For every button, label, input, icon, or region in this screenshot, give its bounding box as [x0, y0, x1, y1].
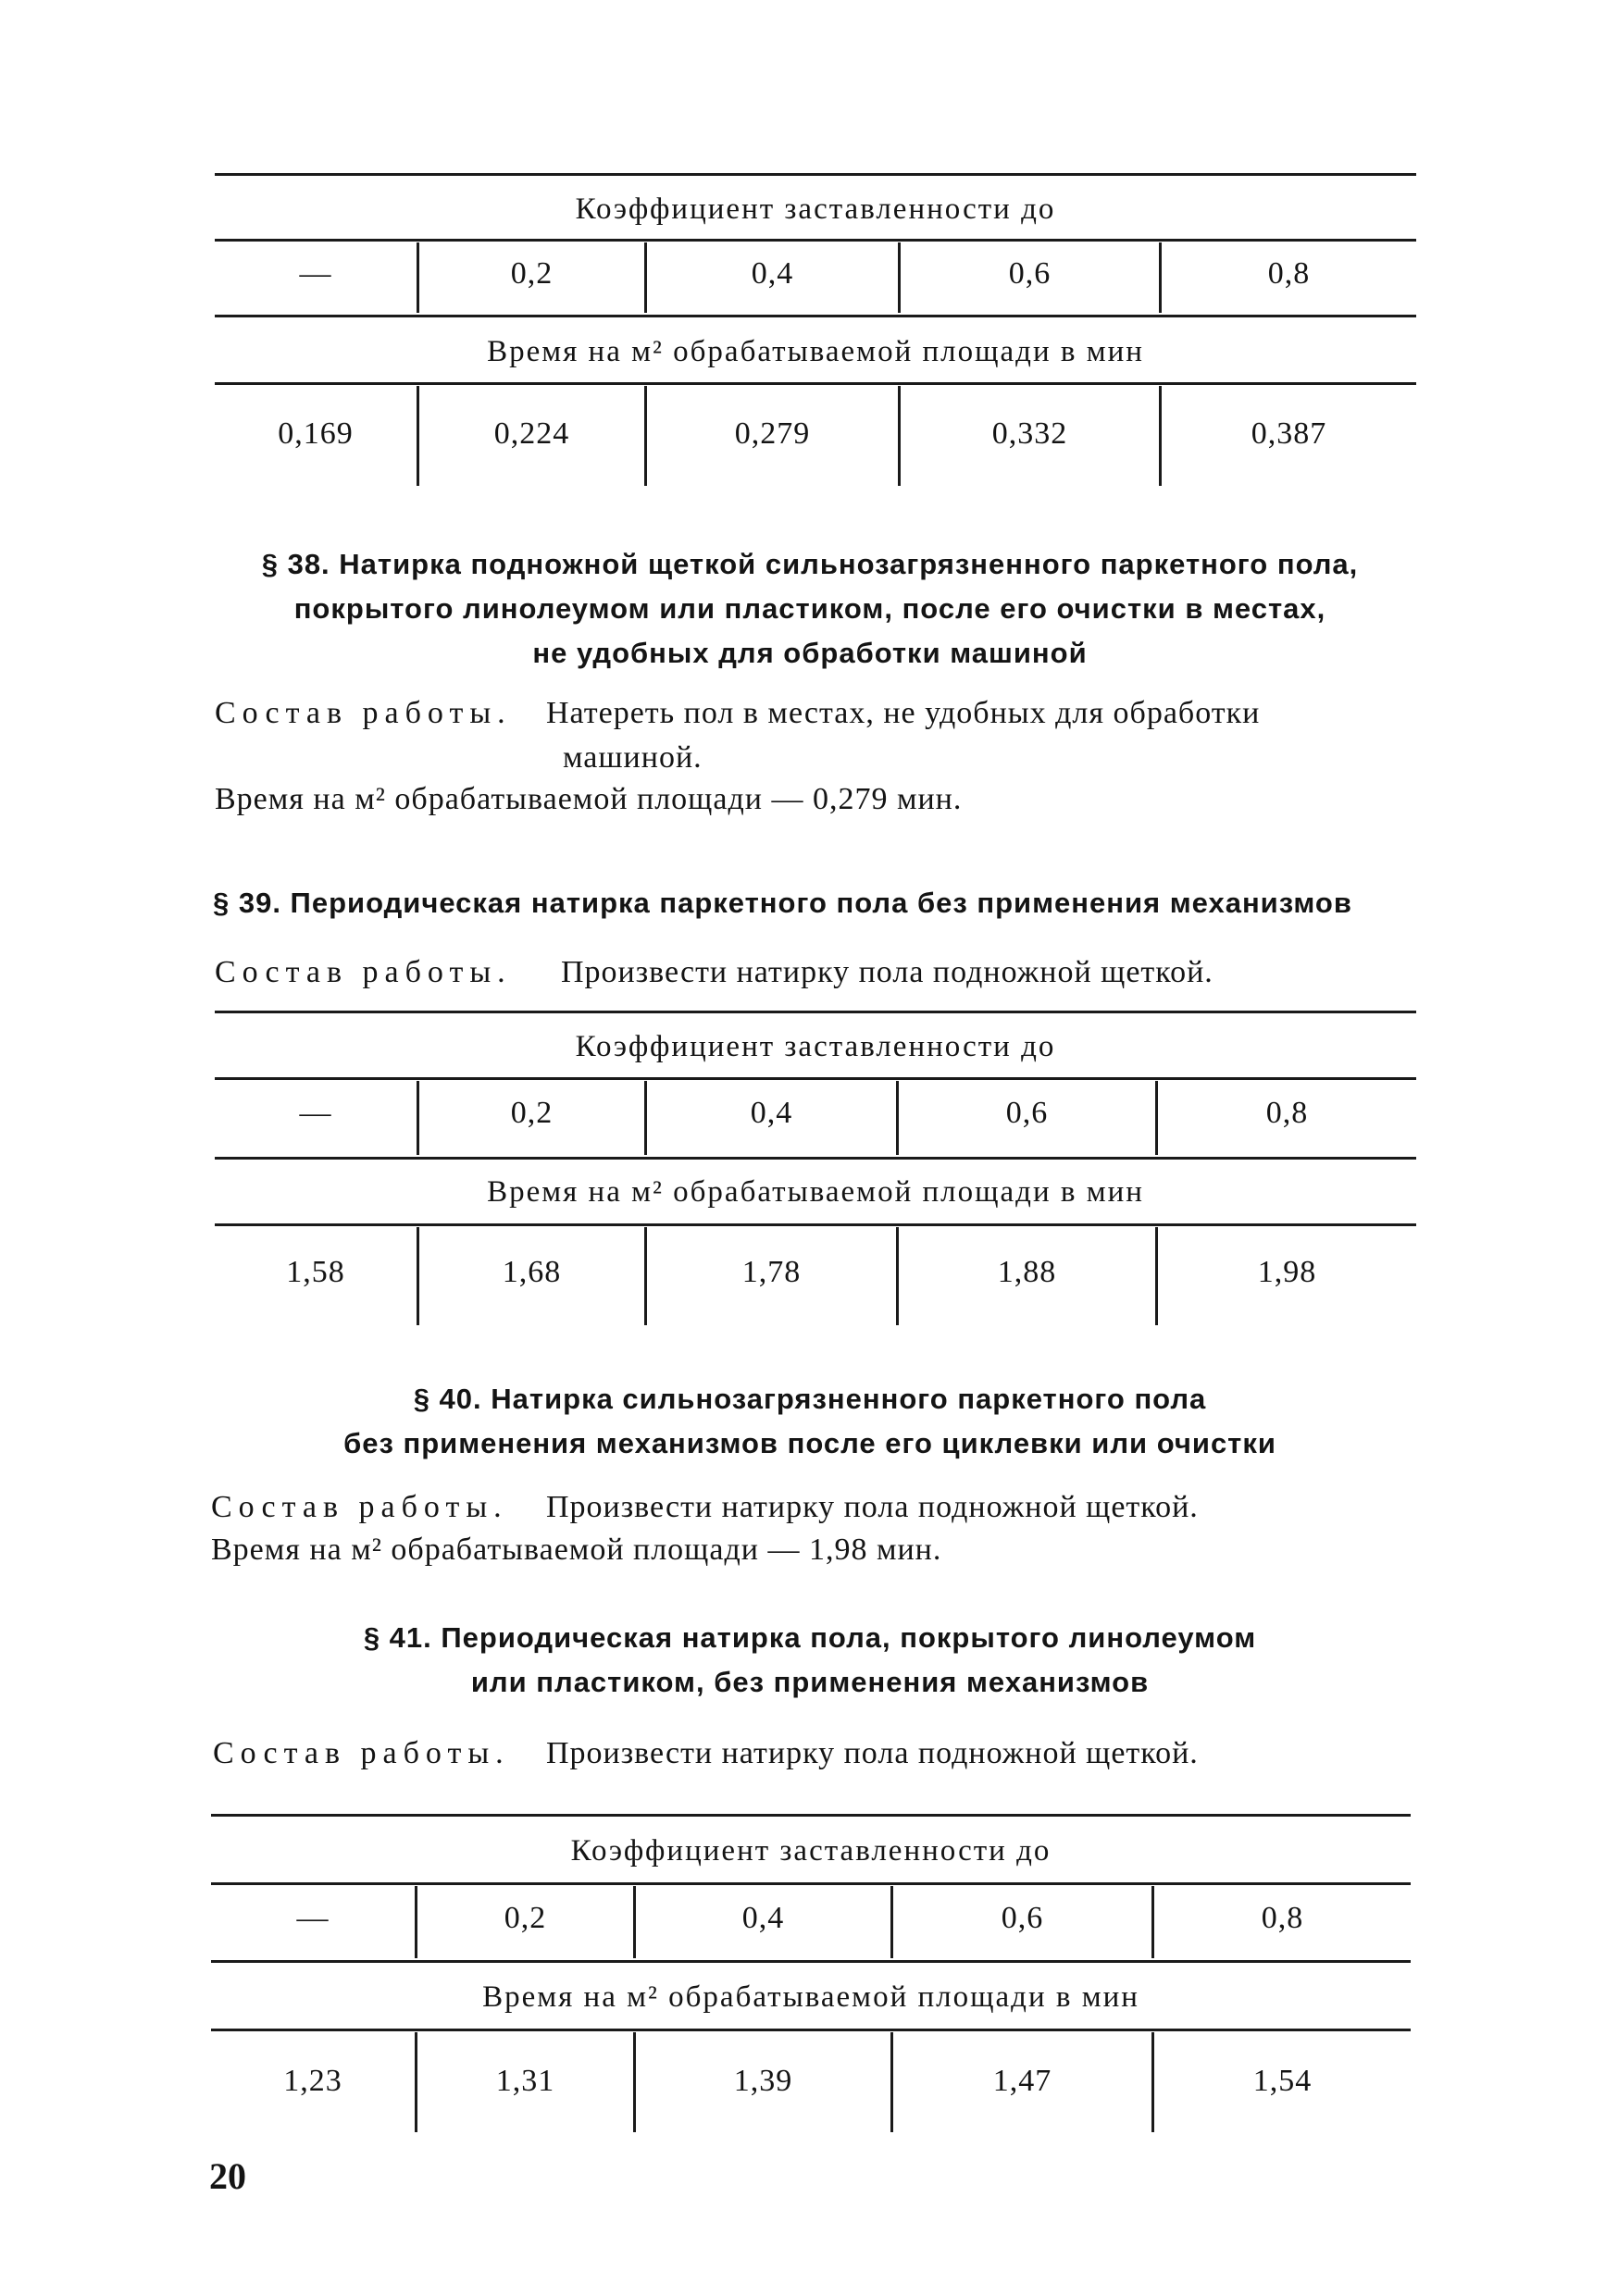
coef-cell: 0,2 — [510, 256, 554, 291]
time-norm-text: Время на м² обрабатываемой площади — 0,279 мин. — [215, 782, 963, 816]
coef-cell: 0,2 — [504, 1901, 547, 1935]
coef-cell: — — [299, 256, 332, 291]
coef-cell: 0,6 — [1001, 1901, 1044, 1935]
work-composition-label: Состав работы. — [211, 1490, 508, 1524]
time-cell: 0,224 — [493, 416, 570, 451]
coef-cell: — — [299, 1096, 332, 1130]
section-title: § 38. Натирка подножной щеткой сильнозагрязненного паркетного пола, — [261, 548, 1359, 580]
work-composition-label: Состав работы. — [215, 696, 512, 730]
coef-cell: 0,8 — [1261, 1901, 1304, 1935]
time-cell: 0,169 — [278, 416, 354, 451]
work-composition-text: Произвести натирку пола подножной щеткой. — [561, 955, 1214, 989]
work-composition-text: Натереть пол в местах, не удобных для обработки — [546, 696, 1261, 730]
coef-cell: 0,6 — [1008, 256, 1052, 291]
time-cell: 1,98 — [1257, 1255, 1317, 1289]
coef-cell: 0,8 — [1265, 1096, 1309, 1130]
table-header: Коэффициент заставленности до — [575, 192, 1056, 226]
table-header: Коэффициент заставленности до — [570, 1834, 1052, 1868]
time-cell: 0,332 — [991, 416, 1068, 451]
section-title: § 40. Натирка сильнозагрязненного паркетного пола — [413, 1383, 1207, 1415]
section-title: § 41. Периодическая натирка пола, покрытого линолеумом — [363, 1621, 1257, 1654]
time-cell: 1,31 — [495, 2064, 555, 2098]
time-label: Время на м² обрабатываемой площади в мин — [487, 1175, 1144, 1209]
coef-cell: 0,6 — [1005, 1096, 1049, 1130]
coef-cell: 0,4 — [751, 256, 794, 291]
section-title: не удобных для обработки машиной — [532, 637, 1088, 669]
section-title: покрытого линолеумом или пластиком, после его очистки в местах, — [293, 592, 1326, 625]
work-composition-label: Состав работы. — [215, 955, 512, 989]
work-composition-text: машиной. — [563, 740, 703, 775]
coef-cell: 0,4 — [750, 1096, 793, 1130]
work-composition-text: Произвести натирку пола подножной щеткой. — [546, 1490, 1199, 1524]
page-number: 20 — [209, 2155, 246, 2197]
time-cell: 1,39 — [733, 2064, 793, 2098]
section-title: или пластиком, без применения механизмов — [470, 1666, 1150, 1698]
time-cell: 1,88 — [997, 1255, 1057, 1289]
section-title: без применения механизмов после его циклевки или очистки — [343, 1427, 1276, 1459]
time-label: Время на м² обрабатываемой площади в мин — [487, 335, 1144, 368]
time-cell: 1,47 — [992, 2064, 1052, 2098]
time-cell: 1,58 — [286, 1255, 345, 1289]
time-cell: 1,54 — [1252, 2064, 1313, 2098]
work-composition-text: Произвести натирку пола подножной щеткой. — [546, 1736, 1199, 1770]
table-header: Коэффициент заставленности до — [575, 1030, 1056, 1063]
time-cell: 1,23 — [283, 2064, 342, 2098]
time-cell: 0,279 — [734, 416, 811, 451]
coef-cell: 0,4 — [741, 1901, 785, 1935]
time-label: Время на м² обрабатываемой площади в мин — [482, 1980, 1139, 2014]
coef-cell: 0,8 — [1267, 256, 1311, 291]
coef-cell: — — [296, 1901, 330, 1935]
work-composition-label: Состав работы. — [213, 1736, 510, 1770]
time-norm-text: Время на м² обрабатываемой площади — 1,98 мин. — [211, 1533, 942, 1567]
time-cell: 1,78 — [741, 1255, 802, 1289]
time-cell: 0,387 — [1251, 416, 1327, 451]
section-title: § 39. Периодическая натирка паркетного пола без применения механизмов — [213, 887, 1352, 919]
coef-cell: 0,2 — [510, 1096, 554, 1130]
time-cell: 1,68 — [502, 1255, 562, 1289]
